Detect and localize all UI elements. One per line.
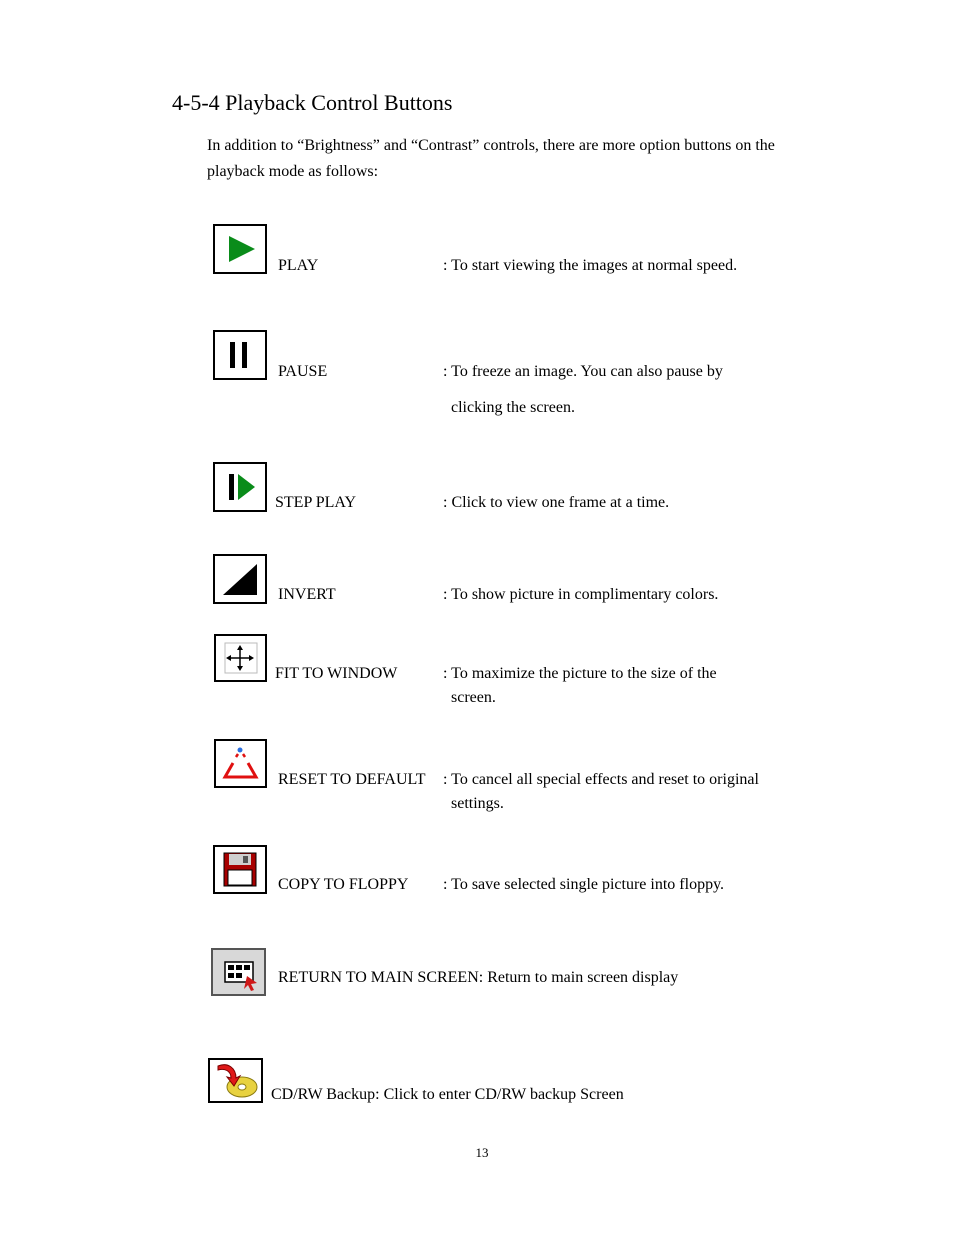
step-play-label: STEP PLAY	[275, 494, 357, 511]
cdrw-backup-label: CD/RW Backup: Click to enter CD/RW backup Screen	[271, 1086, 624, 1103]
pause-label: PAUSE	[278, 363, 328, 380]
return-main-screen-label: RETURN TO MAIN SCREEN: Return to main screen display	[278, 969, 679, 986]
invert-icon	[213, 554, 267, 604]
step-play-icon	[213, 462, 267, 512]
reset-description: : To cancel all special effects and reset to original	[443, 771, 759, 788]
pause-icon	[213, 330, 267, 380]
play-icon	[213, 224, 267, 274]
copy-to-floppy-description: : To save selected single picture into floppy.	[443, 876, 725, 893]
fit-to-window-description-cont: screen.	[451, 689, 496, 706]
invert-description: : To show picture in complimentary colors.	[443, 586, 719, 603]
fit-to-window-description: : To maximize the picture to the size of the	[443, 665, 717, 682]
floppy-icon	[213, 845, 267, 894]
page-number: 13	[475, 1145, 489, 1160]
play-label: PLAY	[278, 257, 319, 274]
fit-to-window-icon	[214, 634, 267, 682]
fit-to-window-label: FIT TO WINDOW	[275, 665, 398, 682]
copy-to-floppy-label: COPY TO FLOPPY	[278, 876, 409, 893]
cdrw-backup-icon	[208, 1058, 263, 1103]
return-main-screen-icon	[211, 948, 266, 996]
invert-label: INVERT	[278, 586, 336, 603]
pause-description: : To freeze an image. You can also pause by	[443, 363, 723, 380]
reset-description-cont: settings.	[451, 795, 504, 812]
section-heading: 4-5-4 Playback Control Buttons	[172, 90, 453, 115]
pause-description-cont: clicking the screen.	[451, 399, 575, 416]
step-play-description: : Click to view one frame at a time.	[443, 494, 670, 511]
play-description: : To start viewing the images at normal speed.	[443, 257, 738, 274]
reset-icon	[214, 739, 267, 788]
reset-label: RESET TO DEFAULT	[278, 771, 426, 788]
intro-paragraph: In addition to “Brightness” and “Contrast” controls, there are more option buttons on the playback mode as follows:	[207, 137, 775, 180]
